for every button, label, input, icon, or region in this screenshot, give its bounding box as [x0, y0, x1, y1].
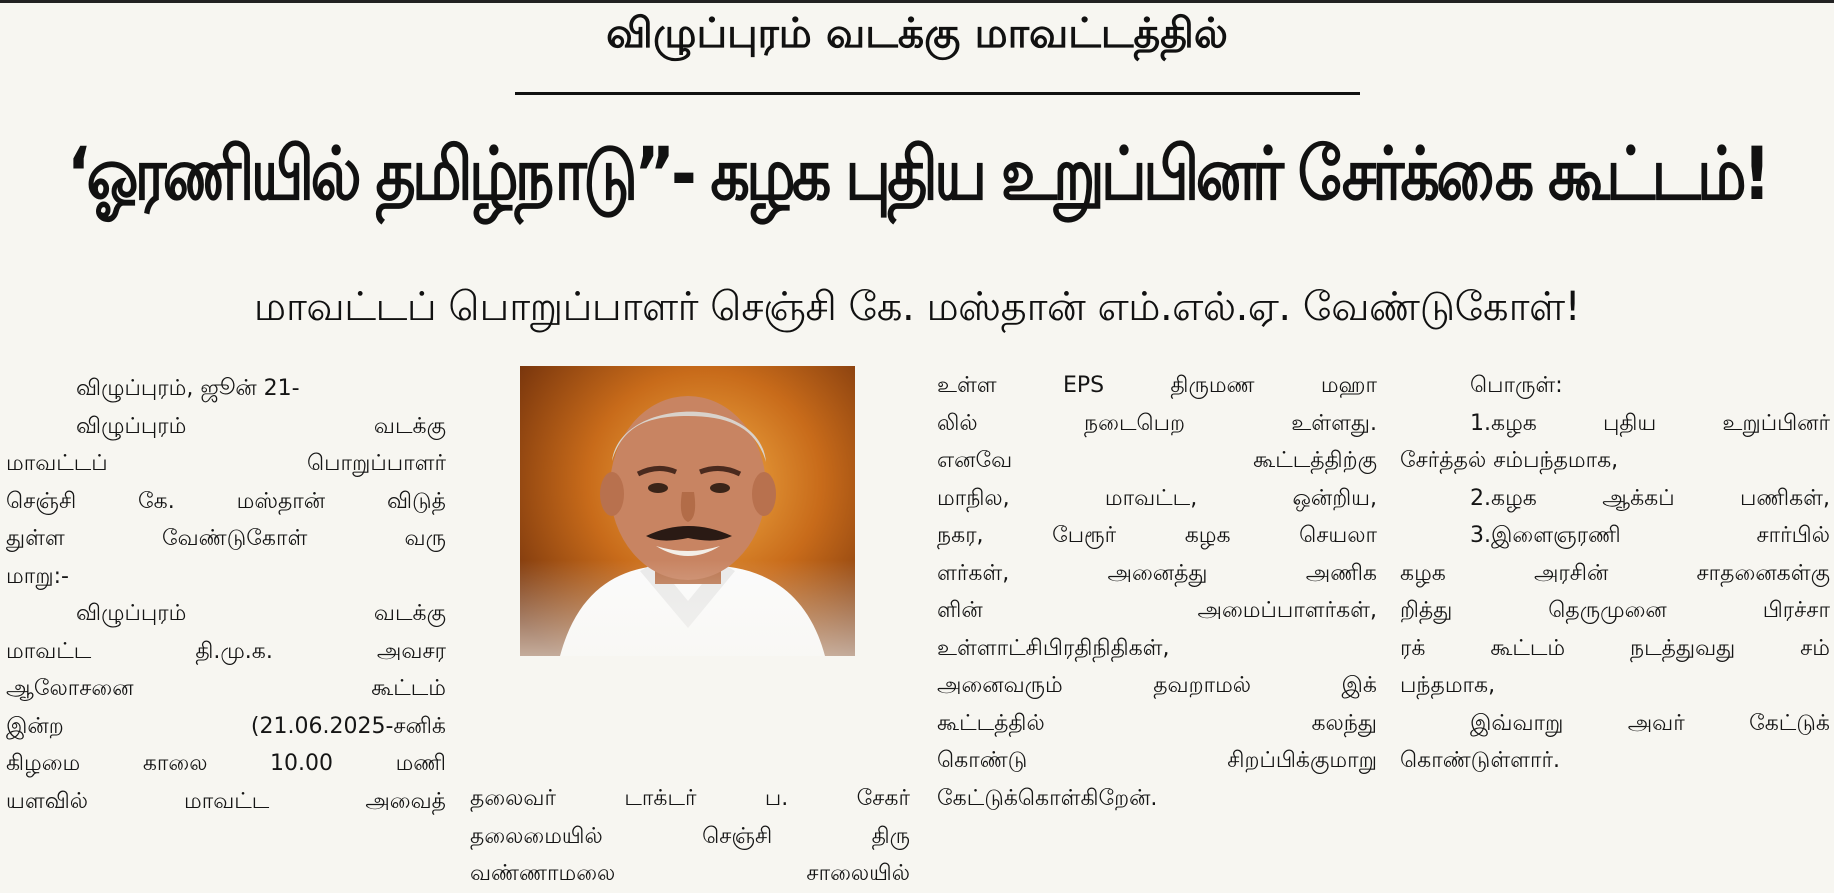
- photo-fade-overlay: [470, 560, 910, 730]
- text-line: அனைவரும் தவறாமல் இக்: [937, 673, 1377, 698]
- text-line: 3.இளைஞரணி சார்பில்: [1470, 523, 1830, 548]
- text-line: கூட்டத்தில் கலந்து: [937, 710, 1377, 736]
- top-border-rule: [0, 0, 1834, 3]
- text-line: இவ்வாறு அவர் கேட்டுக்: [1470, 710, 1830, 736]
- text-line: கொண்டுள்ளார்.: [1400, 748, 1561, 773]
- text-line: மாவட்ட தி.மு.க. அவசர: [6, 638, 446, 664]
- text-line: 2.கழக ஆக்கப் பணிகள்,: [1470, 485, 1830, 511]
- text-line: நகர, பேரூர் கழக செயலா: [937, 523, 1377, 548]
- article-column-3: [937, 367, 1377, 817]
- text-line: எனவே கூட்டத்திற்கு: [937, 448, 1377, 473]
- article-subheadline: மாவட்டப் பொறுப்பாளர் செஞ்சி கே. மஸ்தான் எம்.எல்.ஏ. வேண்டுகோள்!: [253, 284, 1581, 330]
- text-line: சேர்த்தல் சம்பந்தமாக,: [1400, 448, 1619, 473]
- text-line: செஞ்சி கே. மஸ்தான் விடுத்: [6, 488, 446, 514]
- text-line: ஆலோசனை கூட்டம்: [6, 676, 446, 701]
- article-kicker: விழுப்புரம் வடக்கு மாவட்டத்தில்: [606, 9, 1228, 57]
- text-line: 1.கழக புதிய உறுப்பினர்: [1470, 410, 1830, 436]
- text-line: யளவில் மாவட்ட அவைத்: [6, 788, 446, 814]
- text-line: மாவட்டப் பொறுப்பாளர்: [6, 451, 446, 476]
- article-headline: ‘ஓரணியில் தமிழ்நாடு”- கழக புதிய உறுப்பினர் சேர்க்கை கூட்டம்!: [66, 130, 1768, 217]
- text-line: மாறு:-: [6, 563, 69, 589]
- text-line: கொண்டு சிறப்பிக்குமாறு: [937, 748, 1377, 773]
- text-line: வண்ணாமலை சாலையில்: [470, 861, 910, 886]
- text-line: பந்தமாக,: [1400, 673, 1496, 698]
- subject-heading: பொருள்:: [1470, 373, 1563, 398]
- text-line: கிழமை காலை 10.00 மணி: [6, 751, 446, 776]
- text-line: தலைமையில் செஞ்சி திரு: [470, 823, 910, 849]
- text-line: லில் நடைபெற உள்ளது.: [937, 410, 1377, 436]
- text-line: உள்ளாட்சிபிரதிநிதிகள்,: [937, 635, 1170, 661]
- text-line: கேட்டுக்கொள்கிறேன்.: [937, 785, 1158, 811]
- text-line: ரக் கூட்டம் நடத்துவது சம்: [1400, 635, 1830, 661]
- text-line: துள்ள வேண்டுகோள் வரு: [6, 526, 446, 551]
- text-line: விழுப்புரம் வடக்கு: [76, 413, 446, 439]
- article-column-2: [470, 780, 910, 893]
- text-line: தலைவர் டாக்டர் ப. சேகர்: [470, 786, 910, 811]
- article-column-1: [6, 370, 446, 820]
- article-column-4: [1400, 367, 1830, 780]
- text-line: விழுப்புரம் வடக்கு: [76, 601, 446, 626]
- text-line: உள்ள EPS திருமண மஹா: [937, 373, 1377, 398]
- text-line: ளின் அமைப்பாளர்கள்,: [937, 598, 1377, 623]
- text-line: ளர்கள், அனைத்து அணிக: [937, 560, 1377, 586]
- text-line: றித்து தெருமுனை பிரச்சா: [1400, 598, 1830, 623]
- text-line: இன்ற (21.06.2025-சனிக்: [6, 713, 446, 739]
- text-line: கழக அரசின் சாதனைகள்கு: [1400, 560, 1830, 586]
- dateline: விழுப்புரம், ஜூன் 21-: [76, 376, 300, 401]
- text-line: மாநில, மாவட்ட, ஒன்றிய,: [937, 485, 1377, 511]
